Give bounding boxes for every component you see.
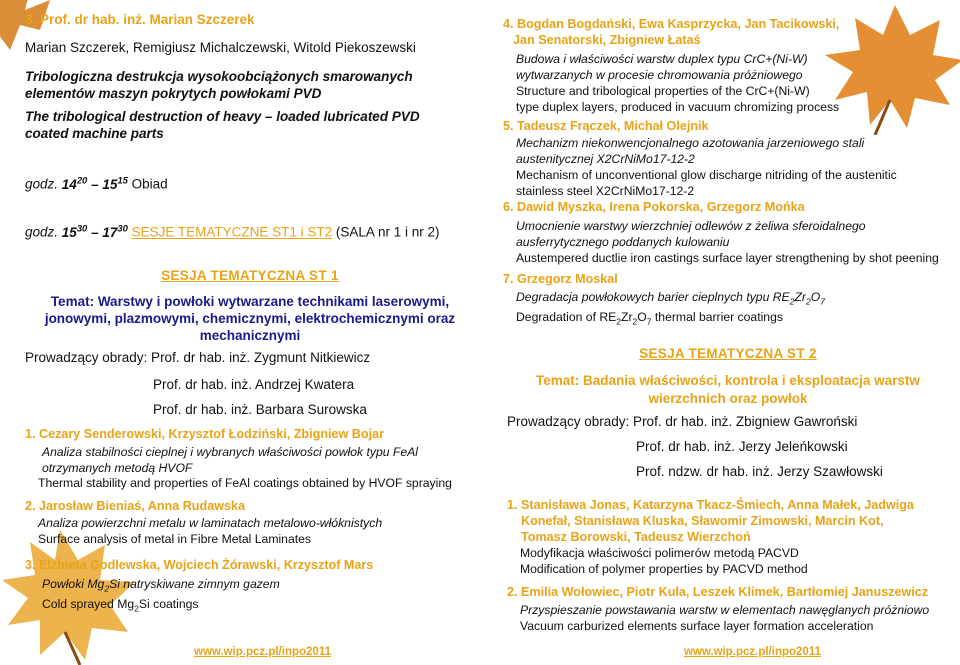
- paper-st2-2-authors: 2. Emilia Wołowiec, Piotr Kula, Leszek Klimek, Bartłomiej Januszewicz: [507, 585, 929, 599]
- paper-5-title: Mechanizm niekonwencjonalnego azotowania jarzeniowego stali austenitycznej X2CrNiMo17-12-2 Mechanism of unconventional glow discharge nitriding of the austenitic stainless steel X2CrNiMo17-12-2: [516, 136, 897, 198]
- website-link-right[interactable]: www.wip.pcz.pl/inpo2011: [684, 646, 821, 658]
- chair-line-2-right: Prof. dr hab. inż. Jerzy Jeleńkowski: [636, 439, 848, 454]
- program-item-3-header: 3. Prof. dr hab. inż. Marian Szczerek: [25, 12, 255, 27]
- paper-1-title-en: Thermal stability and properties of FeAl coatings obtained by HVOF spraying: [38, 476, 452, 490]
- paper-5-authors: 5. Tadeusz Frączek, Michał Olejnik: [503, 119, 709, 133]
- chair-line-3: Prof. dr hab. inż. Barbara Surowska: [153, 402, 367, 417]
- paper-1-title: Analiza stabilności cieplnej i wybranych właściwości powłok typu FeAl otrzymanych metodą HVOF: [42, 445, 418, 475]
- paper-2-title: Analiza powierzchni metalu w laminatach metalowo-włóknistych Surface analysis of metal in Fibre Metal Laminates: [38, 516, 383, 546]
- session-st1-topic: Temat: Warstwy i powłoki wytwarzane technikami laserowymi, jonowymi, plazmowymi, chemicznymi, elektrochemicznymi oraz mechanicznymi: [44, 294, 456, 343]
- paper-6-title: Umocnienie warstwy wierzchniej odlewów z żeliwa sferoidalnego ausferrytycznego poddanych kulowaniu Austempered ductlie iron castings surface layer strengthening by shot peening: [516, 219, 939, 265]
- talk-title-pl: Tribologiczna destrukcja wysokoobciążonych smarowanych elementów maszyn pokrytych powłokami PVD: [25, 69, 413, 101]
- paper-6-authors: 6. Dawid Myszka, Irena Pokorska, Grzegorz Mońka: [503, 200, 805, 214]
- chair-line-1: Prowadzący obrady: Prof. dr hab. inż. Zygmunt Nitkiewicz: [25, 350, 371, 365]
- sessions-link[interactable]: SESJE TEMATYCZNE ST1 i ST2: [131, 224, 333, 240]
- lunch-time: godz. $14^{20} - 15^{15}$ Obiad: [25, 175, 168, 192]
- paper-7-title: Degradacja powłokowych barier cieplnych typu $RE_2Zr_2O_7$ Degradation of $RE_2Zr_2O_7$ thermal barrier coatings: [516, 290, 825, 327]
- paper-4-title: Budowa i właściwości warstw duplex typu CrC+(Ni-W) wytwarzanych w procesie chromowania próżniowego Structure and tribological properties of the CrC+(Ni-W) type duplex layers, produced in vacuum chromizing process: [516, 52, 840, 114]
- authors-line: Marian Szczerek, Remigiusz Michalczewski, Witold Piekoszewski: [25, 40, 416, 55]
- paper-7-authors: 7. Grzegorz Moskal: [503, 272, 618, 286]
- paper-4-authors: 4. Bogdan Bogdański, Ewa Kasprzycka, Jan Tacikowski, Jan Senatorski, Zbigniew Łataś: [503, 17, 840, 47]
- talk-title-en: The tribological destruction of heavy – loaded lubricated PVD coated machine parts: [25, 109, 420, 141]
- paper-3-authors: 3. Elżbieta Godlewska, Wojciech Żórawski, Krzysztof Mars: [25, 558, 374, 572]
- session-st2-topic: Temat: Badania właściwości, kontrola i eksploatacja warstw wierzchnich oraz powłok: [536, 373, 920, 406]
- paper-st2-1-authors: 1. Stanisława Jonas, Katarzyna Tkacz-Śmiech, Anna Małek, Jadwiga Konefał, Stanisława Kluska, Sławomir Zimowski, Marcin Kot, Tomasz Borowski, Tadeusz Wierzchoń: [507, 498, 914, 544]
- session-st2-title: SESJA TEMATYCZNA ST 2: [639, 346, 817, 361]
- paper-1-authors: 1. Cezary Senderowski, Krzysztof Łodziński, Zbigniew Bojar: [25, 427, 385, 441]
- paper-3-title: Powłoki $Mg_2Si$ natryskiwane zimnym gazem Cold sprayed $Mg_2Si$ coatings: [42, 577, 280, 614]
- sessions-time: godz. $15^{30} - 17^{30}$ SESJE TEMATYCZNE ST1 i ST2 (SALA nr 1 i nr 2): [25, 223, 440, 240]
- paper-st2-2-title: Przyspieszanie powstawania warstw w elementach nawęglanych próżniowo Vacuum carburized elements surface layer formation acceleration: [520, 603, 930, 633]
- chair-line-3-right: Prof. ndzw. dr hab. inż. Jerzy Szawłowski: [636, 464, 883, 479]
- session-st1-title: SESJA TEMATYCZNA ST 1: [161, 268, 339, 283]
- paper-2-authors: 2. Jarosław Bieniaś, Anna Rudawska: [25, 499, 246, 513]
- website-link-left[interactable]: www.wip.pcz.pl/inpo2011: [194, 646, 331, 658]
- paper-st2-1-title: Modyfikacja właściwości polimerów metodą PACVD Modification of polymer properties by PACVD method: [520, 546, 808, 576]
- chair-line-1-right: Prowadzący obrady: Prof. dr hab. inż. Zbigniew Gawroński: [507, 414, 858, 429]
- chair-line-2: Prof. dr hab. inż. Andrzej Kwatera: [153, 377, 355, 392]
